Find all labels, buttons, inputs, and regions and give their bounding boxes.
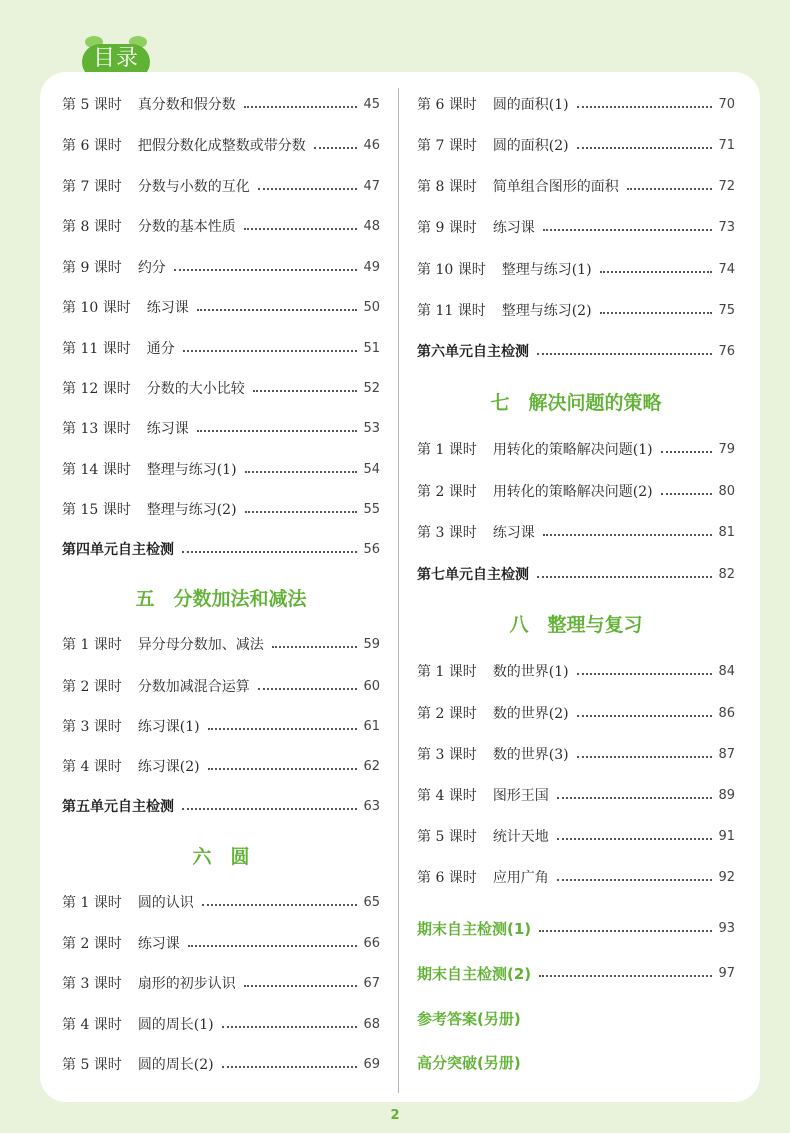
toc-entry[interactable]: 第 12 课时 分数的大小比较 52: [62, 380, 380, 397]
toc-entry[interactable]: 第 14 课时 整理与练习(1) 54: [62, 461, 380, 478]
page-number: 2: [390, 1108, 400, 1123]
toc-final-test[interactable]: 期末自主检测(1) 93: [417, 919, 735, 938]
toc-entry[interactable]: 第 9 课时 约分 49: [62, 259, 380, 276]
toc-entry[interactable]: 第 13 课时 练习课 53: [62, 420, 380, 437]
toc-entry[interactable]: 第 1 课时 数的世界(1) 84: [417, 663, 735, 680]
toc-entry[interactable]: 第 5 课时 统计天地 91: [417, 828, 735, 845]
toc-entry[interactable]: 第 5 课时 真分数和假分数 45: [62, 96, 380, 113]
toc-entry[interactable]: 第 6 课时 把假分数化成整数或带分数 46: [62, 137, 380, 154]
toc-unit-test[interactable]: 第四单元自主检测 56: [62, 541, 380, 558]
toc-entry[interactable]: 第 3 课时 练习课(1) 61: [62, 718, 380, 735]
toc-entry[interactable]: 第 6 课时 圆的面积(1) 70: [417, 96, 735, 113]
toc-entry[interactable]: 第 11 课时 通分 51: [62, 340, 380, 357]
toc-entry[interactable]: 第 2 课时 练习课 66: [62, 935, 380, 952]
toc-title: 目录: [92, 46, 139, 71]
toc-entry[interactable]: 第 3 课时 练习课 81: [417, 524, 735, 541]
toc-breakthrough[interactable]: 高分突破(另册): [417, 1053, 521, 1072]
toc-entry[interactable]: 第 2 课时 数的世界(2) 86: [417, 705, 735, 722]
toc-entry[interactable]: 第 7 课时 圆的面积(2) 71: [417, 137, 735, 154]
toc-entry[interactable]: 第 6 课时 应用广角 92: [417, 869, 735, 886]
toc-entry[interactable]: 第 1 课时 异分母分数加、减法 59: [62, 636, 380, 653]
toc-unit-test[interactable]: 第六单元自主检测 76: [417, 343, 735, 360]
toc-entry[interactable]: 第 10 课时 练习课 50: [62, 299, 380, 316]
unit-heading: 八 整理与复习: [509, 614, 643, 636]
toc-entry[interactable]: 第 1 课时 用转化的策略解决问题(1) 79: [417, 441, 735, 458]
toc-entry[interactable]: 第 4 课时 圆的周长(1) 68: [62, 1016, 380, 1033]
toc-entry[interactable]: 第 7 课时 分数与小数的互化 47: [62, 178, 380, 195]
unit-heading: 五 分数加法和减法: [135, 588, 307, 610]
toc-entry[interactable]: 第 9 课时 练习课 73: [417, 219, 735, 236]
toc-entry[interactable]: 第 10 课时 整理与练习(1) 74: [417, 261, 735, 278]
toc-entry[interactable]: 第 15 课时 整理与练习(2) 55: [62, 501, 380, 518]
toc-entry[interactable]: 第 11 课时 整理与练习(2) 75: [417, 302, 735, 319]
unit-heading: 六 圆: [192, 846, 250, 868]
toc-entry[interactable]: 第 8 课时 简单组合图形的面积 72: [417, 178, 735, 195]
toc-final-test[interactable]: 期末自主检测(2) 97: [417, 964, 735, 983]
toc-unit-test[interactable]: 第五单元自主检测 63: [62, 798, 380, 815]
toc-entry[interactable]: 第 3 课时 数的世界(3) 87: [417, 746, 735, 763]
toc-entry[interactable]: 第 8 课时 分数的基本性质 48: [62, 218, 380, 235]
toc-entry[interactable]: 第 2 课时 分数加减混合运算 60: [62, 678, 380, 695]
column-divider: [398, 88, 399, 1093]
toc-unit-test[interactable]: 第七单元自主检测 82: [417, 566, 735, 583]
toc-entry[interactable]: 第 2 课时 用转化的策略解决问题(2) 80: [417, 483, 735, 500]
unit-heading: 七 解决问题的策略: [490, 392, 662, 414]
toc-entry[interactable]: 第 5 课时 圆的周长(2) 69: [62, 1056, 380, 1073]
toc-answers[interactable]: 参考答案(另册): [417, 1009, 521, 1028]
toc-entry[interactable]: 第 4 课时 练习课(2) 62: [62, 758, 380, 775]
toc-entry[interactable]: 第 1 课时 圆的认识 65: [62, 894, 380, 911]
toc-entry[interactable]: 第 4 课时 图形王国 89: [417, 787, 735, 804]
toc-entry[interactable]: 第 3 课时 扇形的初步认识 67: [62, 975, 380, 992]
